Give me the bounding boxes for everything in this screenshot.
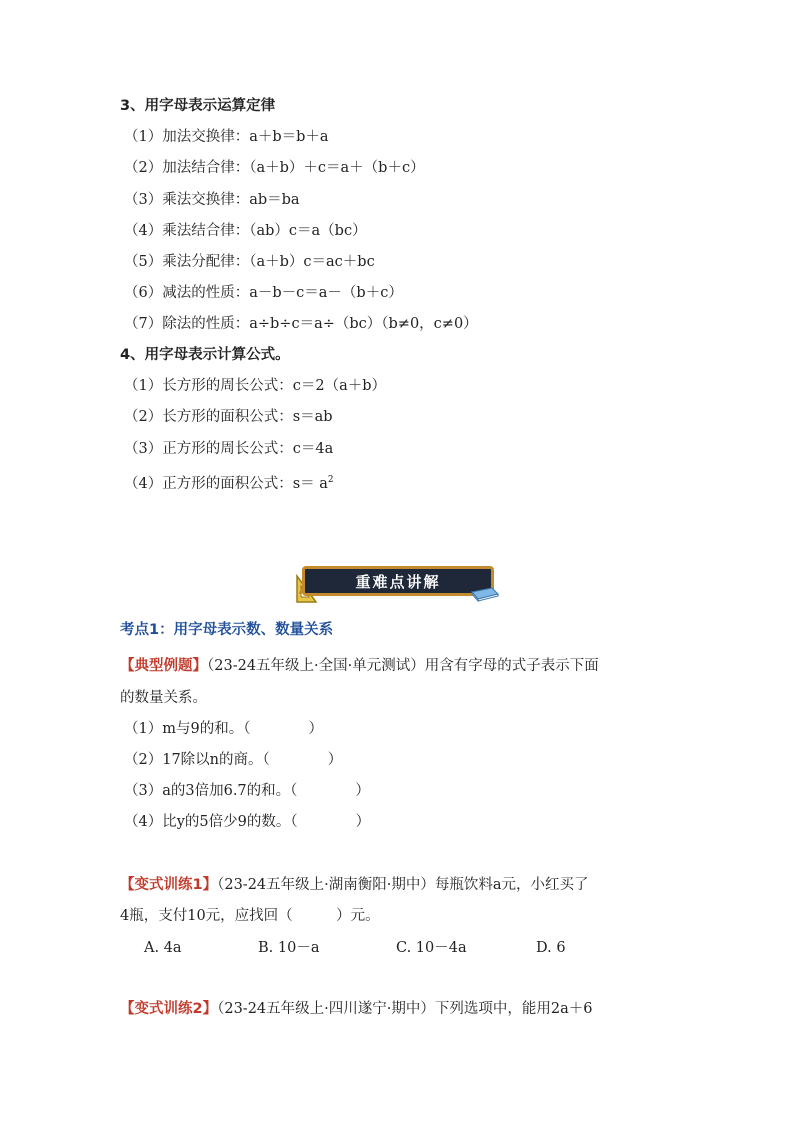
example-item-4: （4）比y的5倍少9的数。（ ） — [124, 814, 371, 830]
example-text: （23-24五年级上·全国·单元测试）用含有字母的式子表示下面 — [207, 658, 599, 674]
law-1: （1）加法交换律：a＋b＝b＋a — [124, 129, 329, 145]
book-icon — [470, 586, 500, 602]
formula-2: （2）长方形的面积公式：s＝ab — [124, 409, 333, 425]
option-c[interactable]: C. 10－4a — [396, 940, 467, 956]
formula-4-exponent: 2 — [327, 475, 334, 485]
practice2-line-1 — [120, 999, 592, 1019]
option-b[interactable]: B. 10－a — [258, 940, 320, 956]
section3-heading: 3、用字母表示运算定律 — [120, 98, 276, 114]
law-4: （4）乘法结合律：（ab）c＝a（bc） — [124, 223, 367, 239]
formula-3: （3）正方形的周长公式：c＝4a — [124, 441, 334, 457]
section4-heading: 4、用字母表示计算公式。 — [120, 347, 290, 363]
practice1-tag: 【变式训练1】 — [120, 877, 218, 893]
example-item-3: （3）a的3倍加6.7的和。（ ） — [124, 783, 370, 799]
formula-4-text: （4）正方形的面积公式：s＝ a — [124, 476, 328, 492]
example-line-1 — [120, 656, 599, 676]
example-item-2: （2）17除以n的商。（ ） — [124, 752, 343, 768]
practice2-tag: 【变式训练2】 — [120, 1001, 218, 1017]
practice2-text: （23-24五年级上·四川遂宁·期中）下列选项中，能用2a＋6 — [217, 1001, 593, 1017]
section-banner — [294, 562, 504, 606]
option-a[interactable]: A. 4a — [144, 940, 182, 956]
law-6: （6）减法的性质：a－b－c＝a－（b＋c） — [124, 285, 403, 301]
example-item-1: （1）m与9的和。（ ） — [124, 721, 323, 737]
practice1-line-2: 4瓶，支付10元，应找回（ ）元。 — [120, 908, 380, 924]
kaodian-1-title: 考点1：用字母表示数、数量关系 — [120, 622, 334, 638]
formula-1: （1）长方形的周长公式：c＝2（a＋b） — [124, 378, 386, 394]
practice1-line-1 — [120, 875, 589, 895]
law-7: （7）除法的性质：a÷b÷c＝a÷（bc）（b≠0，c≠0） — [124, 316, 478, 332]
example-tag: 【典型例题】 — [120, 658, 207, 674]
option-d[interactable]: D. 6 — [536, 940, 566, 956]
law-2: （2）加法结合律：（a＋b）＋c＝a＋（b＋c） — [124, 160, 425, 176]
practice1-text: （23-24五年级上·湖南衡阳·期中）每瓶饮料a元，小红买了 — [217, 877, 589, 893]
example-line-2: 的数量关系。 — [120, 690, 207, 706]
banner-title: 重难点讲解 — [302, 566, 494, 596]
law-5: （5）乘法分配律：（a＋b）c＝ac＋bc — [124, 254, 375, 270]
formula-4 — [124, 470, 334, 494]
law-3: （3）乘法交换律：ab＝ba — [124, 192, 300, 208]
